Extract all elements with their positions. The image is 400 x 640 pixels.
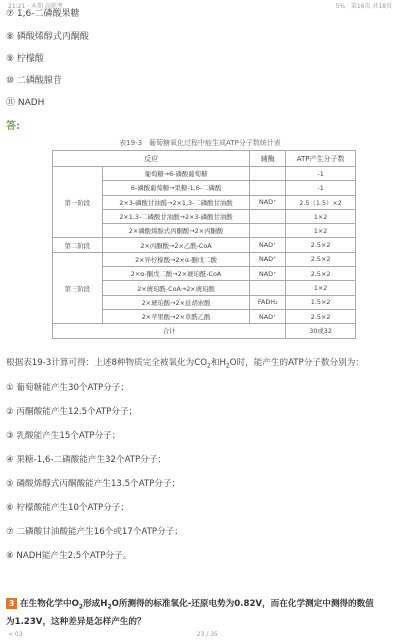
atp-cell: 2.5×2 [286,267,356,281]
atp-cell: 1×2 [286,224,356,238]
intro-text: 和H [210,358,226,368]
atp-cell: -1 [286,167,356,181]
intro-text: O时，能产生的ATP分子数分别为： [229,358,364,368]
footer-bar [0,630,400,640]
coenzyme-cell [250,209,286,223]
table-row [53,167,356,181]
reaction-cell: 6-磷酸葡萄糖→果糖-1,6-二磷酸 [102,181,250,195]
header-reaction: 反应 [53,151,250,167]
table-header-row [53,151,356,167]
atp-cell: 1.5×2 [286,295,356,309]
question-text: 为1.23V，这种差异是怎样产生的？ [6,616,146,627]
atp-cell: -1 [286,181,356,195]
list-item: ⑧ 磷酸烯醇式丙酮酸 [6,32,89,42]
reaction-cell: 2×α-酮戊二酸→2×琥珀酰-CoA [102,267,250,281]
reaction-cell: 2×异柠檬酸→2×α-酮戊二酸 [102,252,250,266]
question-text: O所测得的标准氧化-还原电势为0.82V，而在化学测定中测得的数值 [111,599,374,609]
question-text: 在生物化学中O [20,599,79,609]
intro-text: 根据表19-3计算可得：上述8种物质完全被氧化为CO [6,358,208,368]
table-row [53,238,356,252]
reaction-cell: 2×苹果酸→2×草酰乙酸 [102,309,250,323]
atp-table [52,150,356,339]
list-item: ⑩ 二磷酸腺苷 [6,76,62,86]
question-number-badge: 3 [6,598,17,609]
status-left: 21:21 · 本期 高职考 [8,3,63,10]
result-item: ⑥ 柠檬酸能产生10个ATP分子； [6,503,129,513]
coenzyme-cell: NAD⁺ [250,252,286,266]
result-item: ⑤ 磷酸烯醇式丙酮酸能产生13.5个ATP分子； [6,479,181,489]
stage-cell: 第三阶段 [53,252,103,323]
answer-label: 答: [6,121,20,132]
result-item: ③ 乳酸能产生15个ATP分子； [6,431,121,441]
table-total-row [53,324,356,338]
intro-paragraph: 根据表19-3计算可得：上述8种物质完全被氧化为$CO_2$和$H_2O$时，能产生的ATP分子数分别为： [6,358,364,370]
coenzyme-cell: NAD⁺ [250,309,286,323]
coenzyme-cell: NAD⁺ [250,238,286,252]
reaction-cell: 2×丙酮酸→2×乙酰-CoA [102,238,250,252]
result-item: ④ 果糖-1,6-二磷酸能产生32个ATP分子； [6,455,167,465]
reaction-cell: 2×3-磷酸甘油醛→2×1,3-二磷酸甘油酸 [102,195,250,209]
list-item: ⑦ 1,6-二磷酸果糖 [6,9,80,19]
result-item: ⑦ 二磷酸甘油酸能产生16个或17个ATP分子； [6,527,183,537]
total-value: 30或32 [286,324,356,338]
page-indicator: 23 / 35 [196,631,218,638]
back-button[interactable]: < 03 [8,631,23,638]
atp-cell: 2.5×2 [286,309,356,323]
header-atp: ATP产生分子数 [286,151,356,167]
coenzyme-cell: NAD⁺ [250,267,286,281]
header-coenzyme: 辅酶 [250,151,286,167]
list-item: ⑪ NADH [6,98,45,108]
reaction-cell: 葡萄糖→6-磷酸葡萄糖 [102,167,250,181]
atp-cell: 2.5×2 [286,252,356,266]
result-item: ② 丙酮酸能产生12.5个ATP分子； [6,407,138,417]
status-right: 5% · 第16页 共18页 [335,3,392,10]
result-item: ⑧ NADH能产生2.5个ATP分子。 [6,551,132,561]
coenzyme-cell [250,224,286,238]
reaction-cell: 2×琥珀酰-CoA→2×琥珀酸 [102,281,250,295]
coenzyme-cell: NAD⁺ [250,195,286,209]
total-label: 合计 [53,324,286,338]
question: 3 在生物化学中$O_2$形成$H_2O$所测得的标准氧化-还原电势为0.82V，而在化学测定中测得的数值 为1.23V，这种差异是怎样产生的？ [6,599,374,627]
stage-cell: 第一阶段 [53,167,103,238]
atp-cell: 1×2 [286,209,356,223]
atp-cell: 1×2 [286,281,356,295]
atp-cell: 2.5（1.5）×2 [286,195,356,209]
table-row [53,252,356,266]
atp-cell: 2.5×2 [286,238,356,252]
coenzyme-cell: FADH₂ [250,295,286,309]
coenzyme-cell [250,281,286,295]
reaction-cell: 2×磷酸烯醇式丙酮酸→2×丙酮酸 [102,224,250,238]
list-item: ⑨ 柠檬酸 [6,54,44,64]
question-text: 形成H [83,599,108,609]
coenzyme-cell [250,167,286,181]
table-caption: 表19-3 葡萄糖氧化过程中能生成ATP分子数统计表 [119,139,281,147]
reaction-cell: 2×1,3-二磷酸甘油酸→2×3-磷酸甘油酸 [102,209,250,223]
stage-cell: 第二阶段 [53,238,103,252]
reaction-cell: 2×琥珀酸→2×延胡索酸 [102,295,250,309]
coenzyme-cell [250,181,286,195]
result-item: ① 葡萄糖能产生30个ATP分子； [6,383,129,393]
